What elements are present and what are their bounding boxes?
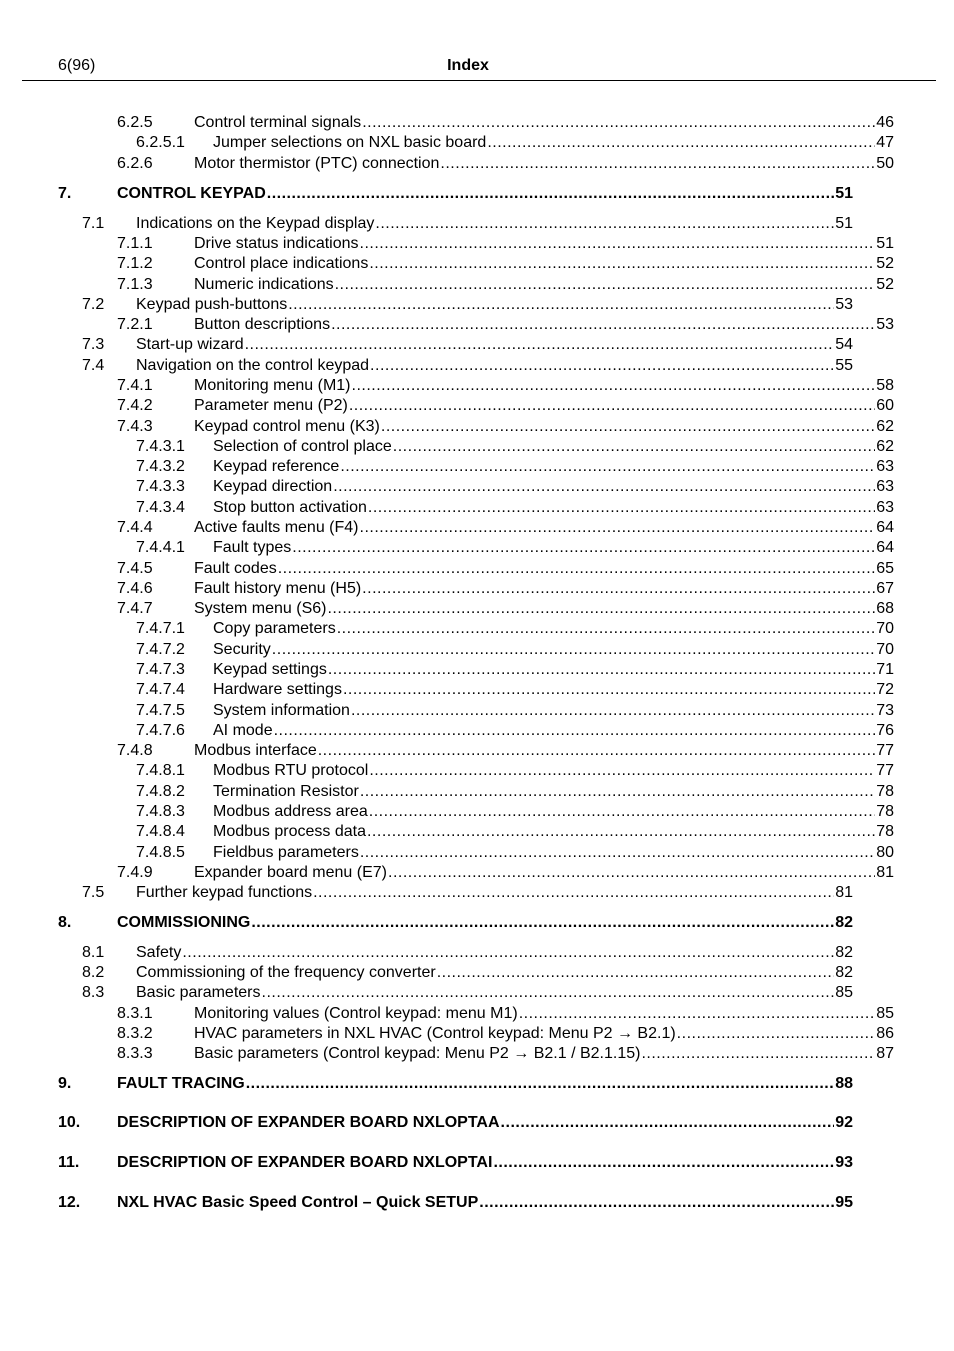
toc-entry-number: 8. xyxy=(58,914,72,931)
toc-dot-leader xyxy=(641,1044,875,1064)
toc-entry[interactable] xyxy=(136,802,894,822)
toc-dot-leader xyxy=(335,275,876,295)
toc-dot-leader xyxy=(262,983,835,1003)
toc-entry-title: Button descriptions xyxy=(194,316,331,333)
toc-entry-page: 78 xyxy=(876,803,894,820)
toc-dot-leader xyxy=(331,315,875,335)
toc-dot-leader xyxy=(677,1024,876,1044)
toc-dot-leader xyxy=(349,396,875,416)
toc-entry[interactable] xyxy=(58,913,853,933)
toc-entry[interactable] xyxy=(117,599,894,619)
toc-entry-title: Commissioning of the frequency converter xyxy=(136,964,436,981)
toc-dot-leader xyxy=(362,113,875,133)
toc-entry[interactable] xyxy=(58,1193,853,1213)
toc-entry-title: Monitoring values (Control keypad: menu M1) xyxy=(194,1005,518,1022)
toc-entry-page: 95 xyxy=(835,1194,853,1211)
toc-entry-title: Keypad push-buttons xyxy=(136,296,288,313)
toc-entry-title: System menu (S6) xyxy=(194,600,327,617)
toc-dot-leader xyxy=(501,1113,835,1133)
toc-entry-number: 7.4.4.1 xyxy=(136,539,185,556)
toc-entry-page: 86 xyxy=(876,1025,894,1042)
toc-dot-leader xyxy=(479,1193,834,1213)
toc-dot-leader xyxy=(375,214,834,234)
toc-entry[interactable] xyxy=(136,721,894,741)
toc-entry-title: Expander board menu (E7) xyxy=(194,864,387,881)
toc-dot-leader xyxy=(274,721,876,741)
toc-dot-leader xyxy=(327,599,875,619)
toc-entry-number: 8.3.3 xyxy=(117,1045,153,1062)
toc-dot-leader xyxy=(519,1004,876,1024)
toc-entry[interactable] xyxy=(136,843,894,863)
toc-entry-title: Basic parameters xyxy=(136,984,261,1001)
toc-entry-number: 7.4.3.2 xyxy=(136,458,185,475)
toc-entry[interactable] xyxy=(136,822,894,842)
toc-entry[interactable] xyxy=(82,883,853,903)
toc-entry-page: 63 xyxy=(876,478,894,495)
toc-entry[interactable] xyxy=(136,640,894,660)
toc-entry[interactable] xyxy=(117,1024,894,1044)
toc-entry-title: Security xyxy=(213,641,271,658)
toc-entry[interactable] xyxy=(136,680,894,700)
toc-entry-page: 77 xyxy=(876,762,894,779)
toc-entry-number: 7.1 xyxy=(82,215,105,232)
toc-entry-page: 72 xyxy=(876,681,894,698)
toc-entry-title: HVAC parameters in NXL HVAC (Control keypad: Menu P2 → B2.1) xyxy=(194,1025,676,1042)
toc-entry-page: 60 xyxy=(876,397,894,414)
toc-entry-number: 6.2.5 xyxy=(117,114,153,131)
toc-entry-number: 11. xyxy=(58,1154,80,1171)
toc-entry-number: 7.4.8 xyxy=(117,742,153,759)
toc-entry-number: 7.1.2 xyxy=(117,255,153,272)
toc-entry-number: 8.1 xyxy=(82,944,105,961)
toc-entry-title: Parameter menu (P2) xyxy=(194,397,348,414)
toc-entry-page: 78 xyxy=(876,783,894,800)
toc-entry-number: 7.4.1 xyxy=(117,377,153,394)
toc-entry-page: 81 xyxy=(876,864,894,881)
toc-entry[interactable] xyxy=(82,983,853,1003)
toc-entry-title: Copy parameters xyxy=(213,620,336,637)
toc-entry-number: 8.3 xyxy=(82,984,105,1001)
toc-entry-title: Active faults menu (F4) xyxy=(194,519,359,536)
toc-entry-title: Start-up wizard xyxy=(136,336,244,353)
toc-entry[interactable] xyxy=(136,660,894,680)
toc-entry[interactable] xyxy=(82,335,853,355)
toc-entry-page: 63 xyxy=(876,458,894,475)
toc-dot-leader xyxy=(182,943,834,963)
toc-entry-page: 77 xyxy=(876,742,894,759)
toc-entry-title: AI mode xyxy=(213,722,273,739)
toc-entry-page: 78 xyxy=(876,823,894,840)
toc-entry-page: 85 xyxy=(835,984,853,1001)
toc-entry-page: 47 xyxy=(876,134,894,151)
toc-entry-title: Termination Resistor xyxy=(213,783,359,800)
toc-entry[interactable] xyxy=(117,1004,894,1024)
toc-dot-leader xyxy=(251,913,834,933)
toc-dot-leader xyxy=(337,619,875,639)
toc-entry-title: Fieldbus parameters xyxy=(213,844,359,861)
toc-entry-title: Modbus address area xyxy=(213,803,368,820)
toc-entry[interactable] xyxy=(136,761,894,781)
toc-entry[interactable] xyxy=(117,559,894,579)
toc-dot-leader xyxy=(437,963,835,983)
toc-entry-number: 7.4.7.5 xyxy=(136,702,185,719)
toc-entry-number: 7.4.8.1 xyxy=(136,762,185,779)
toc-entry-title: Modbus interface xyxy=(194,742,317,759)
toc-entry-title: Fault history menu (H5) xyxy=(194,580,362,597)
toc-entry-number: 7. xyxy=(58,185,72,202)
toc-entry-title: Motor thermistor (PTC) connection xyxy=(194,155,440,172)
toc-entry[interactable] xyxy=(117,234,894,254)
toc-entry-title: Modbus process data xyxy=(213,823,366,840)
toc-dot-leader xyxy=(440,154,875,174)
toc-entry[interactable] xyxy=(58,1113,853,1133)
toc-entry-number: 8.3.2 xyxy=(117,1025,153,1042)
toc-entry-page: 63 xyxy=(876,499,894,516)
toc-entry[interactable] xyxy=(58,1153,853,1173)
toc-dot-leader xyxy=(267,184,834,204)
toc-entry-title: NXL HVAC Basic Speed Control – Quick SETUP xyxy=(117,1194,479,1211)
toc-entry-number: 7.3 xyxy=(82,336,105,353)
toc-entry-title: Safety xyxy=(136,944,182,961)
toc-entry[interactable] xyxy=(117,518,894,538)
toc-entry-page: 54 xyxy=(835,336,853,353)
toc-entry-number: 7.4.5 xyxy=(117,560,153,577)
toc-entry-title: Control place indications xyxy=(194,255,369,272)
toc-entry-title: Selection of control place xyxy=(213,438,392,455)
toc-entry[interactable] xyxy=(117,113,894,133)
toc-entry-page: 58 xyxy=(876,377,894,394)
toc-entry-page: 51 xyxy=(876,235,894,252)
toc-entry[interactable] xyxy=(136,538,894,558)
toc-entry-page: 80 xyxy=(876,844,894,861)
toc-entry[interactable] xyxy=(117,254,894,274)
toc-entry[interactable] xyxy=(58,1074,853,1094)
toc-entry-title: Numeric indications xyxy=(194,276,334,293)
toc-dot-leader xyxy=(333,477,875,497)
toc-entry[interactable] xyxy=(58,184,853,204)
toc-entry-number: 7.4.4 xyxy=(117,519,153,536)
toc-entry-number: 7.4.2 xyxy=(117,397,153,414)
toc-entry-page: 70 xyxy=(876,620,894,637)
toc-entry-page: 46 xyxy=(876,114,894,131)
toc-entry-number: 10. xyxy=(58,1114,81,1131)
toc-entry[interactable] xyxy=(117,154,894,174)
toc-entry-number: 7.4.7.6 xyxy=(136,722,185,739)
toc-dot-leader xyxy=(328,660,875,680)
toc-dot-leader xyxy=(487,133,875,153)
toc-entry-number: 8.2 xyxy=(82,964,105,981)
toc-entry[interactable] xyxy=(82,943,853,963)
toc-entry-number: 6.2.5.1 xyxy=(136,134,185,151)
toc-dot-leader xyxy=(352,376,876,396)
toc-entry-page: 65 xyxy=(876,560,894,577)
toc-entry-number: 9. xyxy=(58,1075,72,1092)
toc-entry-page: 62 xyxy=(876,438,894,455)
toc-entry-number: 12. xyxy=(58,1194,81,1211)
toc-dot-leader xyxy=(369,802,875,822)
toc-entry-number: 6.2.6 xyxy=(117,155,153,172)
toc-dot-leader xyxy=(351,701,875,721)
toc-entry-title: Hardware settings xyxy=(213,681,342,698)
toc-entry[interactable] xyxy=(117,275,894,295)
toc-entry-title: Keypad settings xyxy=(213,661,327,678)
toc-entry-page: 53 xyxy=(835,296,853,313)
toc-dot-leader xyxy=(360,518,876,538)
toc-entry-title: Drive status indications xyxy=(194,235,359,252)
toc-entry-number: 7.4.6 xyxy=(117,580,153,597)
toc-entry-number: 7.4.7.2 xyxy=(136,641,185,658)
toc-entry-number: 7.4.9 xyxy=(117,864,153,881)
toc-dot-leader xyxy=(367,822,875,842)
toc-entry-page: 50 xyxy=(876,155,894,172)
toc-entry-number: 7.4.7.3 xyxy=(136,661,185,678)
toc-dot-leader xyxy=(343,680,875,700)
toc-entry-title: DESCRIPTION OF EXPANDER BOARD NXLOPTAI xyxy=(117,1154,493,1171)
toc-entry-number: 7.4.7.4 xyxy=(136,681,185,698)
toc-entry-title: Navigation on the control keypad xyxy=(136,357,370,374)
toc-entry[interactable] xyxy=(136,133,894,153)
toc-entry-title: Fault types xyxy=(213,539,292,556)
toc-entry-title: Basic parameters (Control keypad: Menu P2 → B2.1 / B2.1.15) xyxy=(194,1045,641,1062)
toc-entry[interactable] xyxy=(82,214,853,234)
toc-entry[interactable] xyxy=(82,356,853,376)
toc-dot-leader xyxy=(370,356,834,376)
toc-dot-leader xyxy=(313,883,834,903)
toc-entry-page: 76 xyxy=(876,722,894,739)
toc-entry-title: Keypad direction xyxy=(213,478,333,495)
toc-entry-number: 7.4 xyxy=(82,357,105,374)
toc-dot-leader xyxy=(340,457,875,477)
toc-entry-title: Fault codes xyxy=(194,560,277,577)
toc-entry-title: System information xyxy=(213,702,350,719)
toc-entry[interactable] xyxy=(117,579,894,599)
toc-entry-page: 52 xyxy=(876,276,894,293)
toc-entry-title: Modbus RTU protocol xyxy=(213,762,369,779)
toc-entry-number: 7.1.1 xyxy=(117,235,153,252)
toc-entry-number: 7.2 xyxy=(82,296,105,313)
toc-entry-page: 55 xyxy=(835,357,853,374)
toc-entry-number: 7.4.8.5 xyxy=(136,844,185,861)
toc-dot-leader xyxy=(381,417,875,437)
toc-entry-title: COMMISSIONING xyxy=(117,914,251,931)
toc-entry-title: Control terminal signals xyxy=(194,114,362,131)
toc-entry-title: FAULT TRACING xyxy=(117,1075,245,1092)
toc-dot-leader xyxy=(278,559,875,579)
toc-entry-title: Keypad control menu (K3) xyxy=(194,418,380,435)
toc-entry-title: Further keypad functions xyxy=(136,884,313,901)
toc-dot-leader xyxy=(369,761,875,781)
toc-entry-page: 93 xyxy=(835,1154,853,1171)
toc-entry-number: 7.2.1 xyxy=(117,316,153,333)
toc-entry[interactable] xyxy=(82,963,853,983)
toc-entry-page: 51 xyxy=(835,215,853,232)
toc-entry-title: CONTROL KEYPAD xyxy=(117,185,266,202)
toc-dot-leader xyxy=(288,295,834,315)
toc-dot-leader xyxy=(362,579,875,599)
toc-entry-number: 7.4.8.4 xyxy=(136,823,185,840)
toc-dot-leader xyxy=(360,843,875,863)
toc-entry-page: 92 xyxy=(835,1114,853,1131)
toc-entry[interactable] xyxy=(117,417,894,437)
toc-entry[interactable] xyxy=(136,498,894,518)
page-number: 6(96) xyxy=(58,57,96,74)
toc-entry-page: 71 xyxy=(876,661,894,678)
toc-entry-page: 64 xyxy=(876,539,894,556)
toc-dot-leader xyxy=(246,1074,835,1094)
toc-entry-title: Keypad reference xyxy=(213,458,340,475)
toc-entry-page: 64 xyxy=(876,519,894,536)
toc-entry-page: 62 xyxy=(876,418,894,435)
toc-dot-leader xyxy=(368,498,875,518)
toc-entry-number: 7.4.3 xyxy=(117,418,153,435)
toc-entry-page: 52 xyxy=(876,255,894,272)
toc-entry[interactable] xyxy=(136,619,894,639)
toc-entry-number: 7.4.3.3 xyxy=(136,478,185,495)
toc-entry[interactable] xyxy=(117,376,894,396)
toc-entry-number: 7.4.7 xyxy=(117,600,153,617)
toc-entry-page: 87 xyxy=(876,1045,894,1062)
toc-entry-page: 82 xyxy=(835,964,853,981)
toc-entry[interactable] xyxy=(136,782,894,802)
toc-entry-number: 7.4.3.4 xyxy=(136,499,185,516)
toc-entry-number: 8.3.1 xyxy=(117,1005,153,1022)
toc-entry[interactable] xyxy=(117,315,894,335)
toc-entry-number: 7.4.8.3 xyxy=(136,803,185,820)
toc-dot-leader xyxy=(245,335,835,355)
toc-entry-page: 88 xyxy=(835,1075,853,1092)
toc-dot-leader xyxy=(388,863,875,883)
toc-dot-leader xyxy=(360,234,876,254)
toc-entry-number: 7.4.7.1 xyxy=(136,620,185,637)
toc-entry[interactable] xyxy=(136,457,894,477)
toc-entry-title: Stop button activation xyxy=(213,499,367,516)
toc-dot-leader xyxy=(272,640,875,660)
toc-entry[interactable] xyxy=(117,1044,894,1064)
toc-entry-title: Jumper selections on NXL basic board xyxy=(213,134,487,151)
toc-entry-page: 51 xyxy=(835,185,853,202)
toc-entry[interactable] xyxy=(117,863,894,883)
toc-entry[interactable] xyxy=(117,396,894,416)
toc-entry-page: 67 xyxy=(876,580,894,597)
toc-entry-number: 7.5 xyxy=(82,884,105,901)
toc-dot-leader xyxy=(393,437,875,457)
page-title: Index xyxy=(447,57,489,74)
toc-dot-leader xyxy=(369,254,875,274)
toc-entry-number: 7.4.3.1 xyxy=(136,438,185,455)
toc-entry-page: 68 xyxy=(876,600,894,617)
toc-entry-title: DESCRIPTION OF EXPANDER BOARD NXLOPTAA xyxy=(117,1114,500,1131)
toc-entry[interactable] xyxy=(136,701,894,721)
toc-dot-leader xyxy=(360,782,875,802)
toc-entry-page: 53 xyxy=(876,316,894,333)
toc-entry-number: 7.4.8.2 xyxy=(136,783,185,800)
toc-entry-title: Monitoring menu (M1) xyxy=(194,377,351,394)
toc-entry[interactable] xyxy=(136,477,894,497)
toc-dot-leader xyxy=(318,741,875,761)
toc-entry-page: 82 xyxy=(835,944,853,961)
toc-entry[interactable] xyxy=(82,295,853,315)
toc-entry-page: 81 xyxy=(835,884,853,901)
toc-dot-leader xyxy=(493,1153,834,1173)
toc-entry[interactable] xyxy=(117,741,894,761)
toc-entry-page: 70 xyxy=(876,641,894,658)
toc-entry-title: Indications on the Keypad display xyxy=(136,215,375,232)
toc-entry-number: 7.1.3 xyxy=(117,276,153,293)
toc-entry[interactable] xyxy=(136,437,894,457)
toc-entry-page: 73 xyxy=(876,702,894,719)
toc-entry-page: 85 xyxy=(876,1005,894,1022)
toc-dot-leader xyxy=(292,538,875,558)
toc-entry-page: 82 xyxy=(835,914,853,931)
